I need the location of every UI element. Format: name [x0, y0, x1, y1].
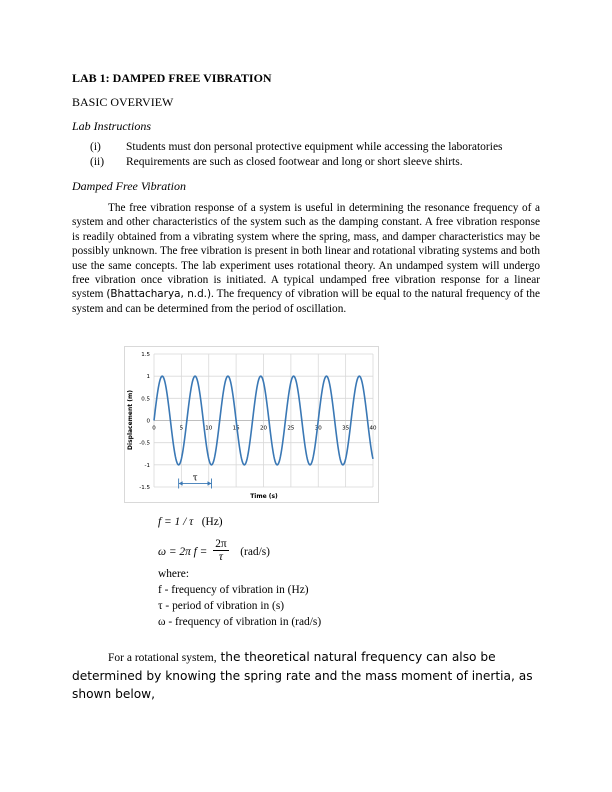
x-axis-label: Time (s): [250, 493, 278, 500]
y-axis-label: Displacement (m): [127, 390, 134, 450]
displacement-time-chart: [124, 346, 380, 504]
formula-fraction-denominator: τ: [218, 551, 223, 563]
paragraph-rotational-system: [72, 648, 542, 703]
x-tick-label: 40: [369, 425, 377, 432]
y-tick-label: -1.5: [139, 485, 150, 491]
formula-omega-unit: (rad/s): [240, 546, 270, 559]
x-tick-label: 20: [260, 425, 267, 432]
y-tick-label: 1.5: [141, 352, 150, 358]
y-tick-label: 1: [146, 374, 150, 381]
instruction-text: Students must don personal protective equipment while accessing the laboratories: [126, 141, 503, 153]
instruction-item-1: [90, 141, 503, 153]
y-tick-label: 0: [146, 418, 150, 425]
lab-instructions-heading: Lab Instructions: [72, 119, 152, 133]
formula-def-period: τ - period of vibration in (s): [158, 600, 285, 612]
paragraph-text-end: . The frequency of vibration will be equal to the natural frequency of the system and can be determined from the period of oscillation.: [72, 288, 541, 315]
paragraph-free-vibration: [72, 201, 540, 316]
basic-overview-heading: BASIC OVERVIEW: [72, 95, 174, 109]
damped-free-vibration-heading: Damped Free Vibration: [72, 179, 186, 193]
formula-def-frequency: f - frequency of vibration in (Hz): [158, 584, 309, 596]
y-tick-label: -1: [144, 462, 150, 469]
instruction-number: (i): [90, 141, 101, 153]
formula-omega-eq: ω = 2π f =: [158, 546, 208, 559]
x-tick-label: 0: [152, 425, 156, 432]
formula-fraction-numerator: 2π: [215, 538, 227, 550]
paragraph-text: The free vibration response of a system is useful in determining the resonance frequency of a system and other characteristics of the system such as the damping constant. A free vibration response is readily obtained from a vibrating system where the spring, mass, and damper characteristics may be possibly unknown. The free vibration is present in both linear and rotational vibrating systems and both use the same concepts. The lab experiment uses rotational theory. An undamped system will undergo free vibration once vibration is initiated. A typical undamped free vibration response for a linear system: [72, 202, 540, 301]
formula-omega: [158, 540, 270, 565]
paragraph-rotational-rest: the theoretical natural frequency can also be determined by knowing the spring rate and the mass moment of inertia, as shown below,: [72, 650, 533, 701]
citation: (Bhattacharya, n.d.): [106, 288, 212, 301]
formula-f: f = 1 / τ: [158, 516, 194, 528]
y-tick-label: -0.5: [139, 440, 150, 447]
instruction-item-2: [90, 156, 463, 168]
formula-f-unit: (Hz): [201, 516, 223, 528]
period-label: τ: [192, 473, 198, 484]
x-tick-label: 30: [314, 425, 322, 432]
x-tick-label: 10: [205, 425, 213, 432]
formula-where: where:: [158, 568, 189, 580]
x-tick-label: 15: [232, 425, 240, 432]
x-tick-label: 25: [287, 425, 295, 432]
x-tick-label: 35: [342, 425, 350, 432]
formula-def-omega: ω - frequency of vibration in (rad/s): [158, 616, 322, 628]
paragraph-rotational-start: For a rotational system,: [108, 652, 217, 664]
instruction-number: (ii): [90, 156, 105, 168]
lab-title: LAB 1: DAMPED FREE VIBRATION: [72, 71, 272, 85]
formula-frequency: [158, 516, 223, 528]
y-tick-label: 0.5: [141, 396, 150, 403]
x-tick-label: 5: [179, 425, 184, 432]
instruction-text: Requirements are such as closed footwear and long or short sleeve shirts.: [126, 156, 463, 168]
